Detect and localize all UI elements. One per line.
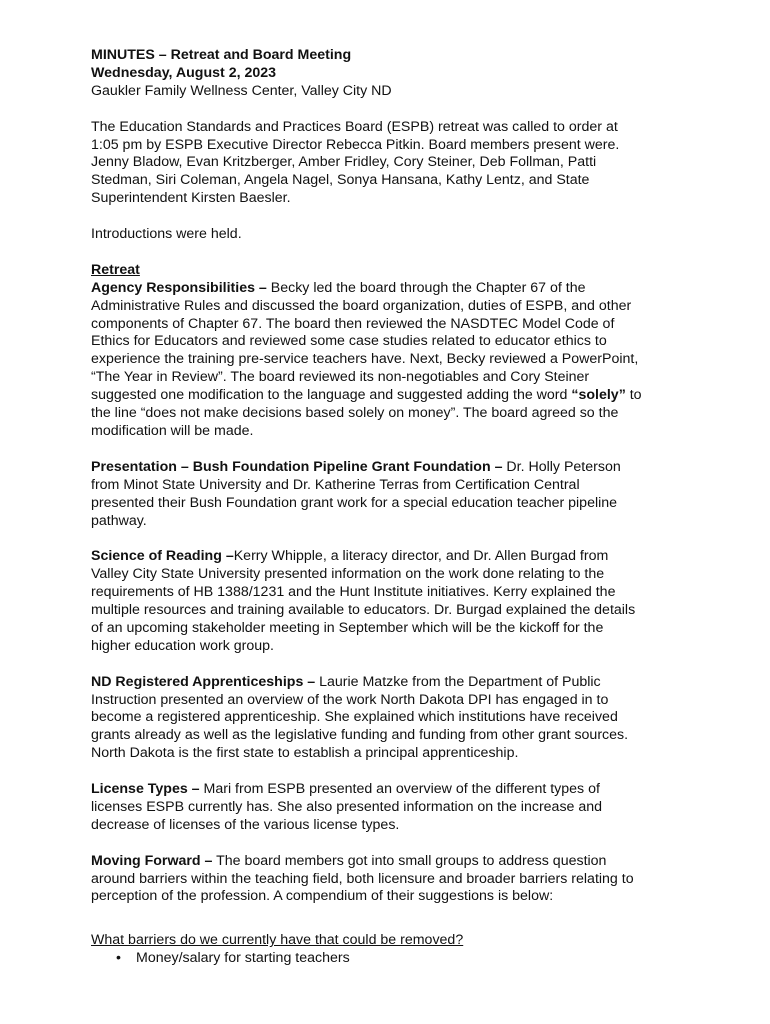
list-item — [91, 950, 691, 968]
science-of-reading-label: Science of Reading – — [91, 548, 234, 565]
agency-responsibilities-text-b: to the line “does not make decisions based solely on money”. The board agreed so the modification will be made. — [91, 387, 642, 439]
list-item-text: Money/salary for starting teachers — [136, 950, 350, 967]
presentation-label: Presentation – Bush Foundation Pipeline Grant Foundation – — [91, 458, 503, 475]
barriers-list — [91, 950, 691, 968]
science-of-reading-paragraph — [91, 548, 691, 655]
call-to-order-paragraph: The Education Standards and Practices Board (ESPB) retreat was called to order at 1:05 pm by ESPB Executive Director Rebecca Pitkin. Board members present were. Jenny Bladow, Evan Kritzberger, Amber Fridley, Cory Steiner, Deb Follman, Patti Stedman, Siri Coleman, Angela Nagel, Sonya Hansana, Kathy Lentz, and State Superintendent Kirsten Baesler. — [91, 118, 620, 207]
barriers-question: What barriers do we currently have that could be removed? — [91, 932, 464, 949]
retreat-heading: Retreat — [91, 261, 140, 278]
bullet-icon: • — [116, 950, 121, 967]
license-types-text: Mari from ESPB presented an overview of the different types of licenses ESPB currently has. She also presented information on the increase and decrease of licenses of the various license types. — [91, 781, 603, 833]
agency-responsibilities-paragraph — [91, 280, 691, 441]
retreat-section — [91, 262, 691, 441]
moving-forward-paragraph — [91, 853, 691, 907]
document-header — [91, 47, 691, 101]
introductions-paragraph: Introductions were held. — [91, 226, 242, 243]
apprenticeships-paragraph — [91, 674, 691, 764]
document-title: MINUTES – Retreat and Board Meeting — [91, 47, 352, 63]
apprenticeships-text: Laurie Matzke from the Department of Public Instruction presented an overview of the work North Dakota DPI has engaged in to become a registered apprenticeship. She explained which institutions have received grants already as well as the legislative funding and funding from other grant sources. North Dakota is the first state to establish a principal apprenticeship. — [91, 673, 629, 762]
moving-forward-label: Moving Forward – — [91, 852, 213, 869]
apprenticeships-label: ND Registered Apprenticeships – — [91, 673, 316, 690]
document-page — [91, 47, 691, 968]
science-of-reading-text: Kerry Whipple, a literacy director, and Dr. Allen Burgad from Valley City State University presented information on the work done relating to the requirements of HB 1388/1231 and the Hunt Institute initiatives. Kerry explained the multiple resources and training available to educators. Dr. Burgad explained the details of an upcoming stakeholder meeting in September which will be the kickoff for the higher education work group. — [91, 548, 636, 654]
agency-responsibilities-emphasis: “solely” — [571, 387, 626, 404]
presentation-paragraph — [91, 459, 691, 531]
license-types-label: License Types – — [91, 781, 200, 798]
presentation-text: Dr. Holly Peterson from Minot State University and Dr. Katherine Terras from Certification Central presented their Bush Foundation grant work for a special education teacher pipeline pathway. — [91, 458, 621, 529]
agency-responsibilities-text-a: Becky led the board through the Chapter 67 of the Administrative Rules and discussed the board organization, duties of ESPB, and other components of Chapter 67. The board then reviewed the NASDTEC Model Code of Ethics for Educators and reviewed some case studies related to educator ethics to experience the training pre-service teachers have. Next, Becky reviewed a PowerPoint, “The Year in Review”. The board reviewed its non-negotiables and Cory Steiner suggested one modification to the language and suggested adding the word — [91, 279, 639, 404]
meeting-date: Wednesday, August 2, 2023 — [91, 64, 277, 81]
barriers-section — [91, 932, 691, 968]
agency-responsibilities-label: Agency Responsibilities – — [91, 279, 267, 296]
meeting-location: Gaukler Family Wellness Center, Valley City ND — [91, 82, 392, 99]
moving-forward-text: The board members got into small groups to address question around barriers within the teaching field, both licensure and broader barriers relating to perception of the profession. A compendium of their suggestions is below: — [91, 852, 634, 905]
license-types-paragraph — [91, 781, 691, 835]
